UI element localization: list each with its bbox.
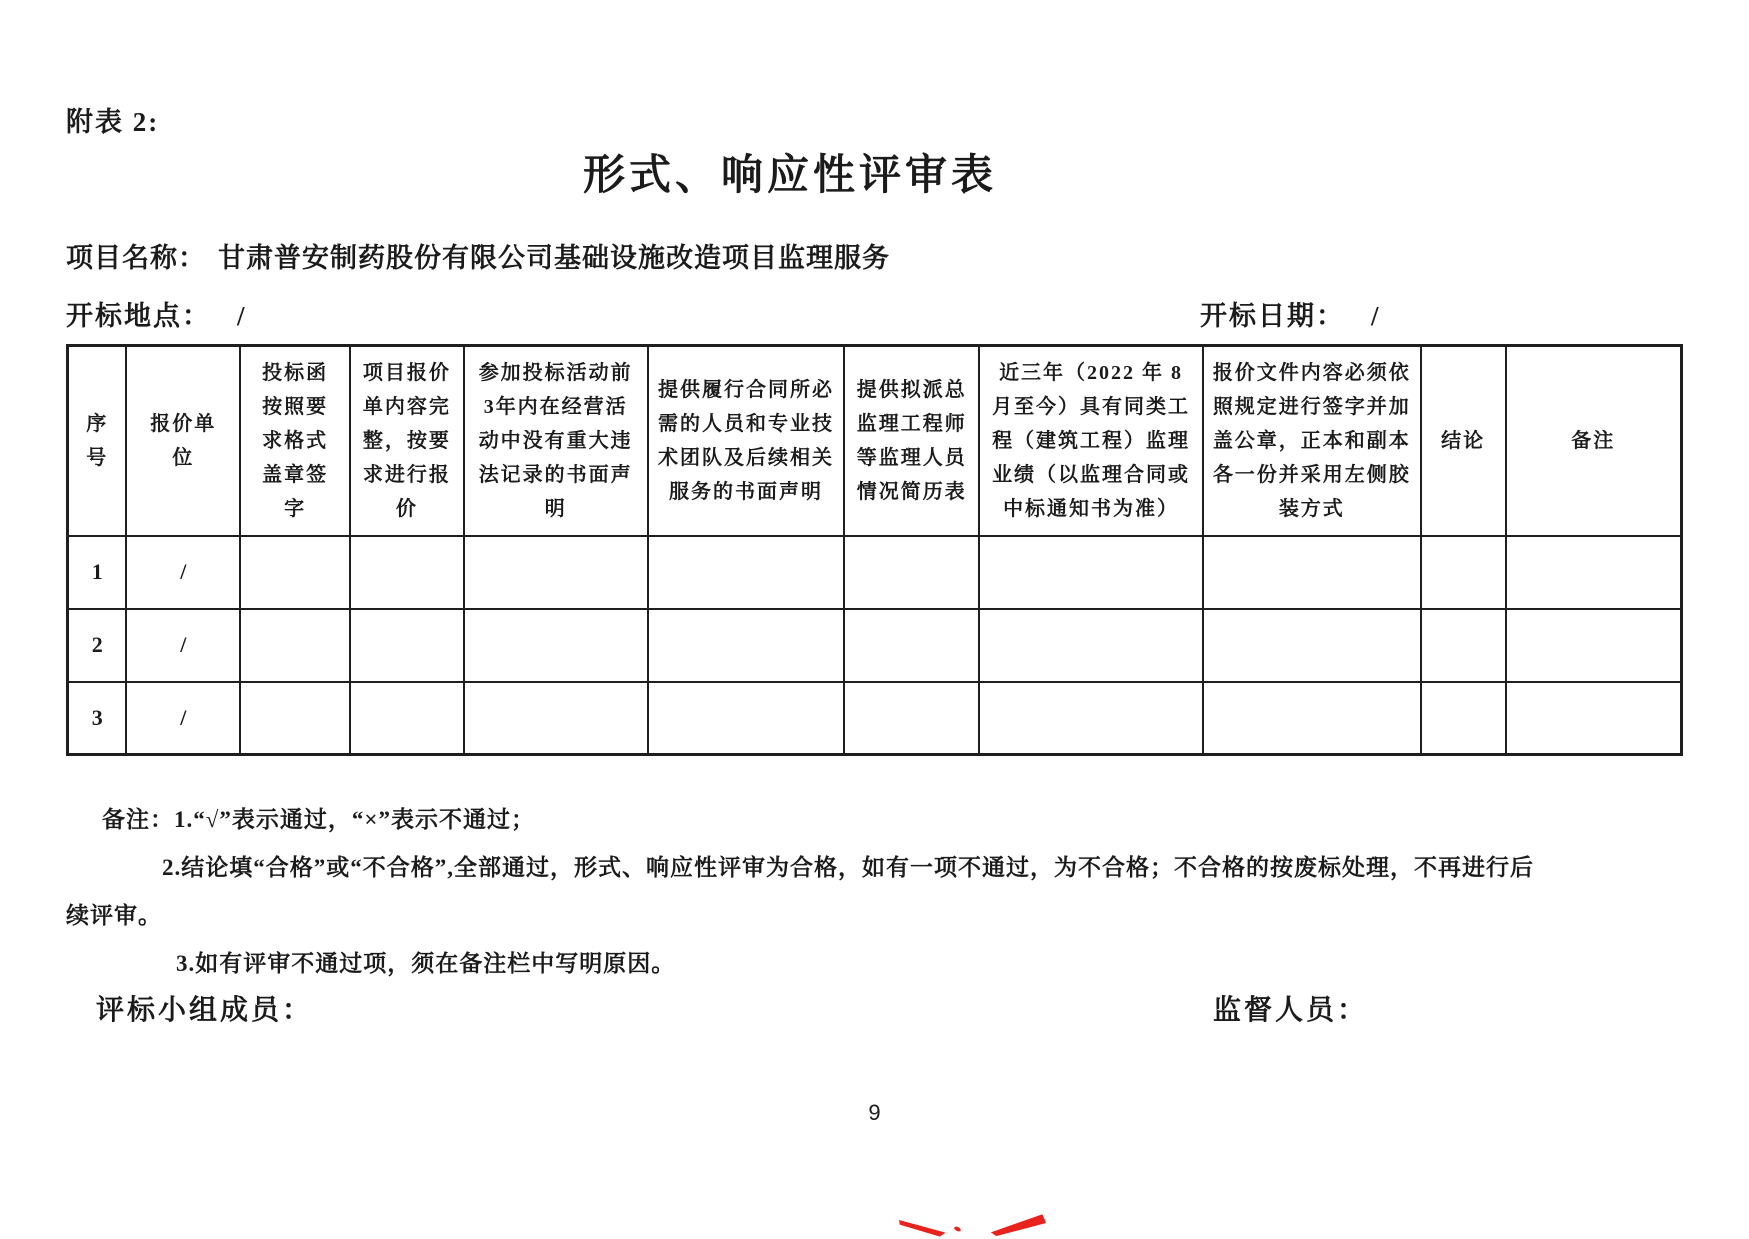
bid-place-value: /: [237, 301, 247, 331]
cell-c3-row1: [464, 536, 648, 609]
note-line: 2.结论填“合格”或“不合格”,全部通过，形式、响应性评审为合格，如有一项不通过，为不合格；不合格的按废标处理，不再进行后: [162, 855, 1534, 880]
cell-c7-row2: [1203, 609, 1421, 682]
col-header-c1: 投标函按照要求格式盖章签字: [240, 346, 350, 536]
stamp-mark-icon: [989, 1214, 1046, 1237]
bid-date-value: /: [1371, 301, 1381, 331]
col-header-unit: 报价单位: [126, 346, 240, 536]
cell-c2-row2: [350, 609, 464, 682]
evaluation-team-label: 评标小组成员：: [96, 995, 314, 1026]
cell-c7-row3: [1203, 682, 1421, 755]
project-name-label: 项目名称：: [66, 243, 206, 273]
cell-c6-row2: [979, 609, 1203, 682]
cell-remark-row3: [1506, 682, 1682, 755]
col-header-no: 序号: [68, 346, 127, 536]
cell-remark-row2: [1506, 609, 1682, 682]
cell-c4-row1: [648, 536, 845, 609]
cell-c1-row2: [240, 609, 350, 682]
stamp-mark-icon: [897, 1219, 946, 1238]
bid-date-line: [1200, 294, 1381, 333]
col-header-c3: 参加投标活动前3年内在经营活动中没有重大违法记录的书面声明: [464, 346, 648, 536]
table-row: [68, 682, 1682, 755]
col-header-c6: 近三年（2022 年 8 月至今）具有同类工程（建筑工程）监理业绩（以监理合同或中标通知书为准）: [979, 346, 1203, 536]
note-line: 续评审。: [66, 903, 162, 928]
col-header-c2: 项目报价单内容完整，按要求进行报价: [350, 346, 464, 536]
cell-no-row1: 1: [68, 536, 127, 609]
note-line: 3.如有评审不通过项，须在备注栏中写明原因。: [176, 951, 676, 976]
cell-c3-row3: [464, 682, 648, 755]
table-row: [68, 609, 1682, 682]
note-line: 备注：1.“√”表示通过，“×”表示不通过；: [102, 807, 535, 832]
stamp-dot-icon: [953, 1226, 961, 1233]
project-name-value: 甘肃普安制药股份有限公司基础设施改造项目监理服务: [218, 243, 890, 273]
col-header-conclusion: 结论: [1421, 346, 1506, 536]
col-header-c7: 报价文件内容必须依照规定进行签字并加盖公章，正本和副本各一份并采用左侧胶装方式: [1203, 346, 1421, 536]
review-table-body: [68, 536, 1682, 755]
cell-no-row3: 3: [68, 682, 127, 755]
cell-conclusion-row3: [1421, 682, 1506, 755]
cell-c2-row1: [350, 536, 464, 609]
cell-c3-row2: [464, 609, 648, 682]
cell-unit-row3: /: [126, 682, 240, 755]
col-header-c4: 提供履行合同所必需的人员和专业技术团队及后续相关服务的书面声明: [648, 346, 845, 536]
cell-c5-row3: [844, 682, 979, 755]
review-table: [66, 344, 1683, 756]
cell-c1-row3: [240, 682, 350, 755]
signature-line: [0, 988, 1749, 1028]
cell-conclusion-row2: [1421, 609, 1506, 682]
cell-conclusion-row1: [1421, 536, 1506, 609]
cell-unit-row2: /: [126, 609, 240, 682]
cell-remark-row1: [1506, 536, 1682, 609]
project-name-line: [66, 236, 890, 275]
page-number: 9: [868, 1100, 881, 1125]
cell-c5-row2: [844, 609, 979, 682]
attachment-label: 附表 2:: [66, 107, 160, 137]
notes-block: [66, 796, 1696, 988]
cell-c5-row1: [844, 536, 979, 609]
cell-c6-row1: [979, 536, 1203, 609]
cell-c6-row3: [979, 682, 1203, 755]
cell-c4-row2: [648, 609, 845, 682]
bid-place-line: [66, 294, 247, 333]
cell-c4-row3: [648, 682, 845, 755]
cell-c2-row3: [350, 682, 464, 755]
cell-no-row2: 2: [68, 609, 127, 682]
cell-unit-row1: /: [126, 536, 240, 609]
table-row: [68, 536, 1682, 609]
col-header-c5: 提供拟派总监理工程师等监理人员情况简历表: [844, 346, 979, 536]
bid-date-label: 开标日期：: [1200, 301, 1345, 331]
supervisor-label: 监督人员：: [1213, 995, 1369, 1026]
bid-place-label: 开标地点：: [66, 301, 211, 331]
col-header-remark: 备注: [1506, 346, 1682, 536]
cell-c7-row1: [1203, 536, 1421, 609]
meta-line: [0, 294, 1749, 330]
cell-c1-row1: [240, 536, 350, 609]
header-row: [68, 346, 1682, 536]
page-title: 形式、响应性评审表: [582, 153, 997, 199]
